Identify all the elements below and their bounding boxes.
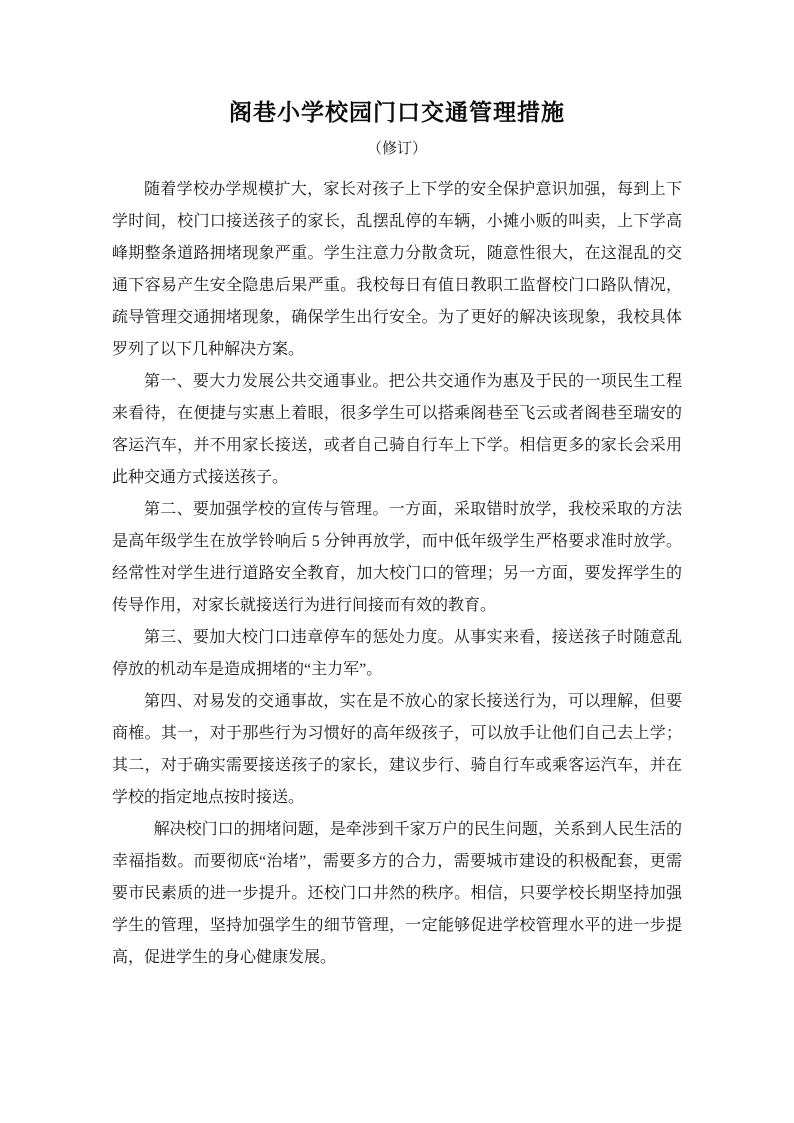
document-title: 阁巷小学校园门口交通管理措施 xyxy=(229,99,565,125)
paragraph-conclusion: 解决校门口的拥堵问题，是牵涉到千家万户的民生问题，关系到人民生活的幸福指数。而要彻底“治堵”，需要多方的合力，需要城市建设的积极配套，更需要市民素质的进一步提升。还校门口井然的秩序。相信，只要学校长期坚持加强学生的管理，坚持加强学生的细节管理，一定能够促进学校管理水平的进一步提高，促进学生的身心健康发展。 xyxy=(112,821,682,966)
paragraph-intro: 随着学校办学规模扩大，家长对孩子上下学的安全保护意识加强，每到上下学时间，校门口接送孩子的家长，乱摆乱停的车辆，小摊小贩的叫卖，上下学高峰期整条道路拥堵现象严重。学生注意力分散贪玩，随意性很大，在这混乱的交通下容易产生安全隐患后果严重。我校每日有值日教职工监督校门口路队情况，疏导管理交通拥堵现象，确保学生出行安全。为了更好的解决该现象，我校具体罗列了以下几种解决方案。 xyxy=(112,181,682,358)
paragraph-measure-1: 第一、要大力发展公共交通事业。把公共交通作为惠及于民的一项民生工程来看待，在便捷与实惠上着眼，很多学生可以搭乘阁巷至飞云或者阁巷至瑞安的客运汽车，并不用家长接送，或者自己骑自行车上下学。相信更多的家长会采用此种交通方式接送孩子。 xyxy=(112,373,682,486)
paragraph-measure-4: 第四、对易发的交通事故，实在是不放心的家长接送行为，可以理解，但要商榷。其一，对于那些行为习惯好的高年级孩子，可以放手让他们自己去上学；其二，对于确实需要接送孩子的家长，建议步行、骑自行车或乘客运汽车，并在学校的指定地点按时接送。 xyxy=(112,693,682,806)
document-subtitle: （修订） xyxy=(366,141,427,157)
document-body xyxy=(112,174,682,974)
paragraph-measure-3: 第三、要加大校门口违章停车的惩处力度。从事实来看，接送孩子时随意乱停放的机动车是造成拥堵的“主力军”。 xyxy=(112,629,682,678)
paragraph-measure-2: 第二、要加强学校的宣传与管理。一方面，采取错时放学，我校采取的方法是高年级学生在放学铃响后 5 分钟再放学，而中低年级学生严格要求准时放学。经常性对学生进行道路安全教育，加大校门口的管理；另一方面，要发挥学生的传导作用，对家长就接送行为进行间接而有效的教育。 xyxy=(112,501,682,614)
document-content xyxy=(112,96,682,974)
